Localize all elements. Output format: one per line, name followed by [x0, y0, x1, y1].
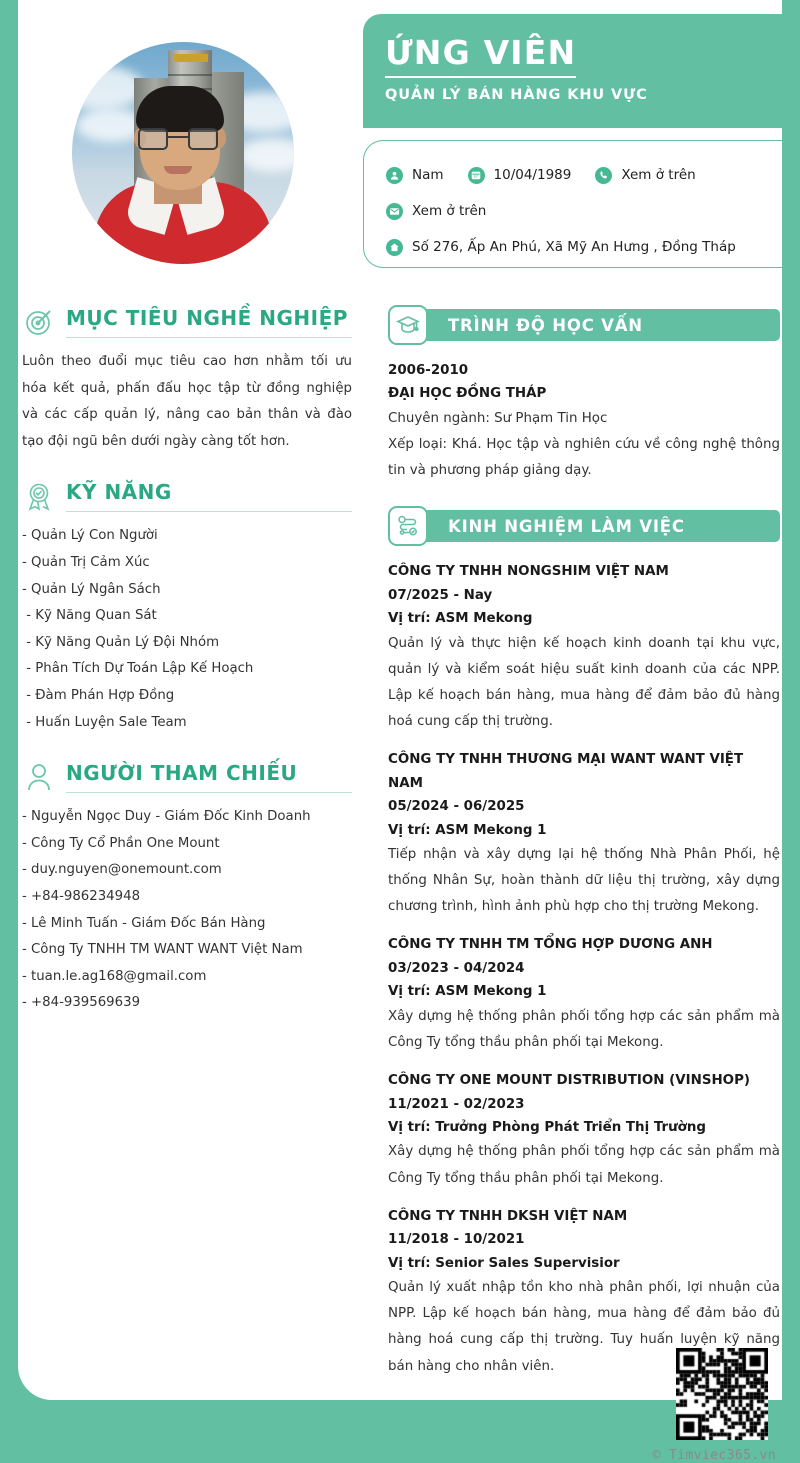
references-header [22, 760, 352, 794]
experience-description: Xây dựng hệ thống phân phối tổng hợp các sản phẩm mà Công Ty tổng thầu phân phối tại Mekong. [388, 1144, 780, 1186]
references-title: NGƯỜI THAM CHIẾU [66, 761, 352, 793]
education-title: TRÌNH ĐỘ HỌC VẤN [420, 309, 780, 341]
experience-entry [388, 748, 780, 920]
experience-position: Vị trí: ASM Mekong 1 [388, 822, 547, 838]
objective-header [22, 305, 352, 339]
candidate-photo [72, 42, 294, 264]
experience-entry [388, 1069, 780, 1192]
avatar [72, 42, 294, 264]
experience-description: Quản lý xuất nhập tồn kho nhà phân phối, lợi nhuận của NPP. Lập kế hoạch bán hàng, mua hàng để đảm bảo đủ hàng hoá cung cấp thị trường. Tuy huấn luyện kỹ năng bán hàng cho nhân viên. [388, 1280, 780, 1374]
experience-position: Vị trí: ASM Mekong [388, 611, 533, 627]
experience-header [388, 506, 780, 546]
hair-shape [136, 86, 224, 132]
experience-company: CÔNG TY TNHH DKSH VIỆT NAM [388, 1208, 628, 1224]
person-icon [386, 167, 403, 184]
list-item: - Quản Trị Cảm Xúc [22, 554, 150, 570]
experience-position: Vị trí: Senior Sales Supervisior [388, 1255, 620, 1271]
education-entry [388, 359, 780, 484]
list-item: - Phân Tích Dự Toán Lập Kế Hoạch [22, 661, 254, 677]
contact-address [386, 239, 736, 256]
phone-icon [595, 167, 612, 184]
contact-phone [595, 167, 695, 184]
skills-header [22, 479, 352, 513]
experience-entry [388, 560, 780, 735]
list-item: - Công Ty TNHH TM WANT WANT Việt Nam [22, 942, 303, 958]
section-references [22, 760, 352, 1017]
skills-list [22, 523, 352, 736]
eyeglass-lens [138, 128, 168, 150]
list-item: - +84-986234948 [22, 888, 141, 904]
page-title: ỨNG VIÊN [385, 36, 576, 78]
home-icon [386, 239, 403, 256]
qr-code-icon [676, 1348, 768, 1440]
contact-email-value: Xem ở trên [412, 203, 487, 219]
list-item: - Lê Minh Tuấn - Giám Đốc Bán Hàng [22, 915, 266, 931]
eyeglass-lens [188, 128, 218, 150]
list-item: - Công Ty Cổ Phần One Mount [22, 835, 220, 851]
list-item: - Huấn Luyện Sale Team [22, 714, 187, 730]
graduation-cap-icon [388, 305, 428, 345]
education-header [388, 305, 780, 345]
experience-company: CÔNG TY TNHH NONGSHIM VIỆT NAM [388, 564, 669, 580]
experience-position: Vị trí: ASM Mekong 1 [388, 984, 547, 1000]
experience-description: Tiếp nhận và xây dựng lại hệ thống Nhà Phân Phối, hệ thống Nhân Sự, hoàn thành dữ liệu thị trường, xây dựng chương trình, hình ảnh phù hợp cho thị trường Mekong. [388, 847, 780, 915]
experience-date: 03/2023 - 04/2024 [388, 960, 525, 976]
experience-title: KINH NGHIỆM LÀM VIỆC [420, 510, 780, 542]
references-list [22, 804, 352, 1017]
workflow-icon [388, 506, 428, 546]
list-item: - tuan.le.ag168@gmail.com [22, 968, 207, 984]
contact-birthdate-value: 10/04/1989 [493, 167, 572, 183]
education-major: Chuyên ngành: Sư Phạm Tin Học [388, 410, 608, 426]
section-objective [22, 305, 352, 455]
list-item: - Quản Lý Ngân Sách [22, 581, 161, 597]
target-icon [22, 305, 56, 339]
contact-address-value: Số 276, Ấp An Phú, Xã Mỹ An Hưng , Đồng Tháp [412, 239, 736, 255]
experience-description: Xây dựng hệ thống phân phối tổng hợp các sản phẩm mà Công Ty tổng thầu phân phối tại Mekong. [388, 1008, 780, 1050]
contact-phone-value: Xem ở trên [621, 167, 696, 183]
award-ribbon-icon [22, 479, 56, 513]
skills-title: KỸ NĂNG [66, 480, 352, 512]
education-school: ĐẠI HỌC ĐỒNG THÁP [388, 386, 547, 402]
mouth-shape [164, 166, 192, 174]
experience-date: 05/2024 - 06/2025 [388, 799, 525, 815]
experience-company: CÔNG TY TNHH THƯƠNG MẠI WANT WANT VIỆT NAM [388, 752, 744, 791]
right-column [388, 305, 780, 1393]
contact-email [386, 203, 486, 220]
section-experience [388, 506, 780, 1379]
objective-title: MỤC TIÊU NGHỀ NGHIỆP [66, 306, 352, 338]
contact-row-2 [386, 193, 800, 229]
list-item: - duy.nguyen@onemount.com [22, 862, 222, 878]
list-item: - Quản Lý Con Người [22, 528, 158, 544]
education-detail: Xếp loại: Khá. Học tập và nghiên cứu về công nghệ thông tin và phương pháp giảng dạy. [388, 437, 780, 479]
section-education [388, 305, 780, 484]
list-item: - Kỹ Năng Quan Sát [22, 608, 157, 624]
envelope-icon [386, 203, 403, 220]
experience-date: 11/2018 - 10/2021 [388, 1232, 525, 1248]
experience-entry [388, 933, 780, 1056]
experience-list [388, 560, 780, 1379]
contact-birthdate [468, 167, 572, 184]
header-banner [363, 14, 800, 128]
experience-company: CÔNG TY TNHH TM TỔNG HỢP DƯƠNG ANH [388, 937, 713, 953]
experience-position: Vị trí: Trưởng Phòng Phát Triển Thị Trường [388, 1120, 706, 1136]
education-years: 2006-2010 [388, 363, 469, 378]
experience-company: CÔNG TY ONE MOUNT DISTRIBUTION (VINSHOP) [388, 1073, 751, 1089]
page-subtitle: QUẢN LÝ BÁN HÀNG KHU VỰC [385, 86, 648, 103]
experience-description: Quản lý và thực hiện kế hoạch kinh doanh tại khu vực, quản lý và kiểm soát hiệu suất kinh doanh của các NPP. Lập kế hoạch bán hàng, mua hàng để đảm bảo đủ hàng hoá cung cấp thị trường. [388, 635, 780, 730]
footer-credit: © Timviec365.vn [652, 1448, 776, 1463]
left-column [22, 305, 352, 1017]
list-item: - Kỹ Năng Quản Lý Đội Nhóm [22, 634, 220, 650]
list-item: - +84-939569639 [22, 995, 141, 1011]
contact-row-3 [386, 229, 800, 265]
list-item: - Nguyễn Ngọc Duy - Giám Đốc Kinh Doanh [22, 809, 311, 825]
experience-date: 11/2021 - 02/2023 [388, 1096, 525, 1112]
building-sign [174, 54, 208, 62]
section-skills [22, 479, 352, 736]
calendar-icon [468, 167, 485, 184]
list-item: - Đàm Phán Hợp Đồng [22, 687, 175, 703]
user-outline-icon [22, 760, 56, 794]
objective-text: Luôn theo đuổi mục tiêu cao hơn nhằm tối ưu hóa kết quả, phấn đấu học tập từ đồng nghiệp và các cấp quản lý, nâng cao bản thân và đào tạo đội ngũ bên dưới ngày càng tốt hơn. [22, 354, 352, 449]
contact-gender-value: Nam [412, 167, 444, 183]
contact-info-box [363, 140, 800, 268]
contact-gender [386, 167, 444, 184]
experience-date: 07/2025 - Nay [388, 587, 493, 603]
eyeglass-bridge [168, 136, 188, 138]
contact-row-1 [386, 157, 800, 193]
